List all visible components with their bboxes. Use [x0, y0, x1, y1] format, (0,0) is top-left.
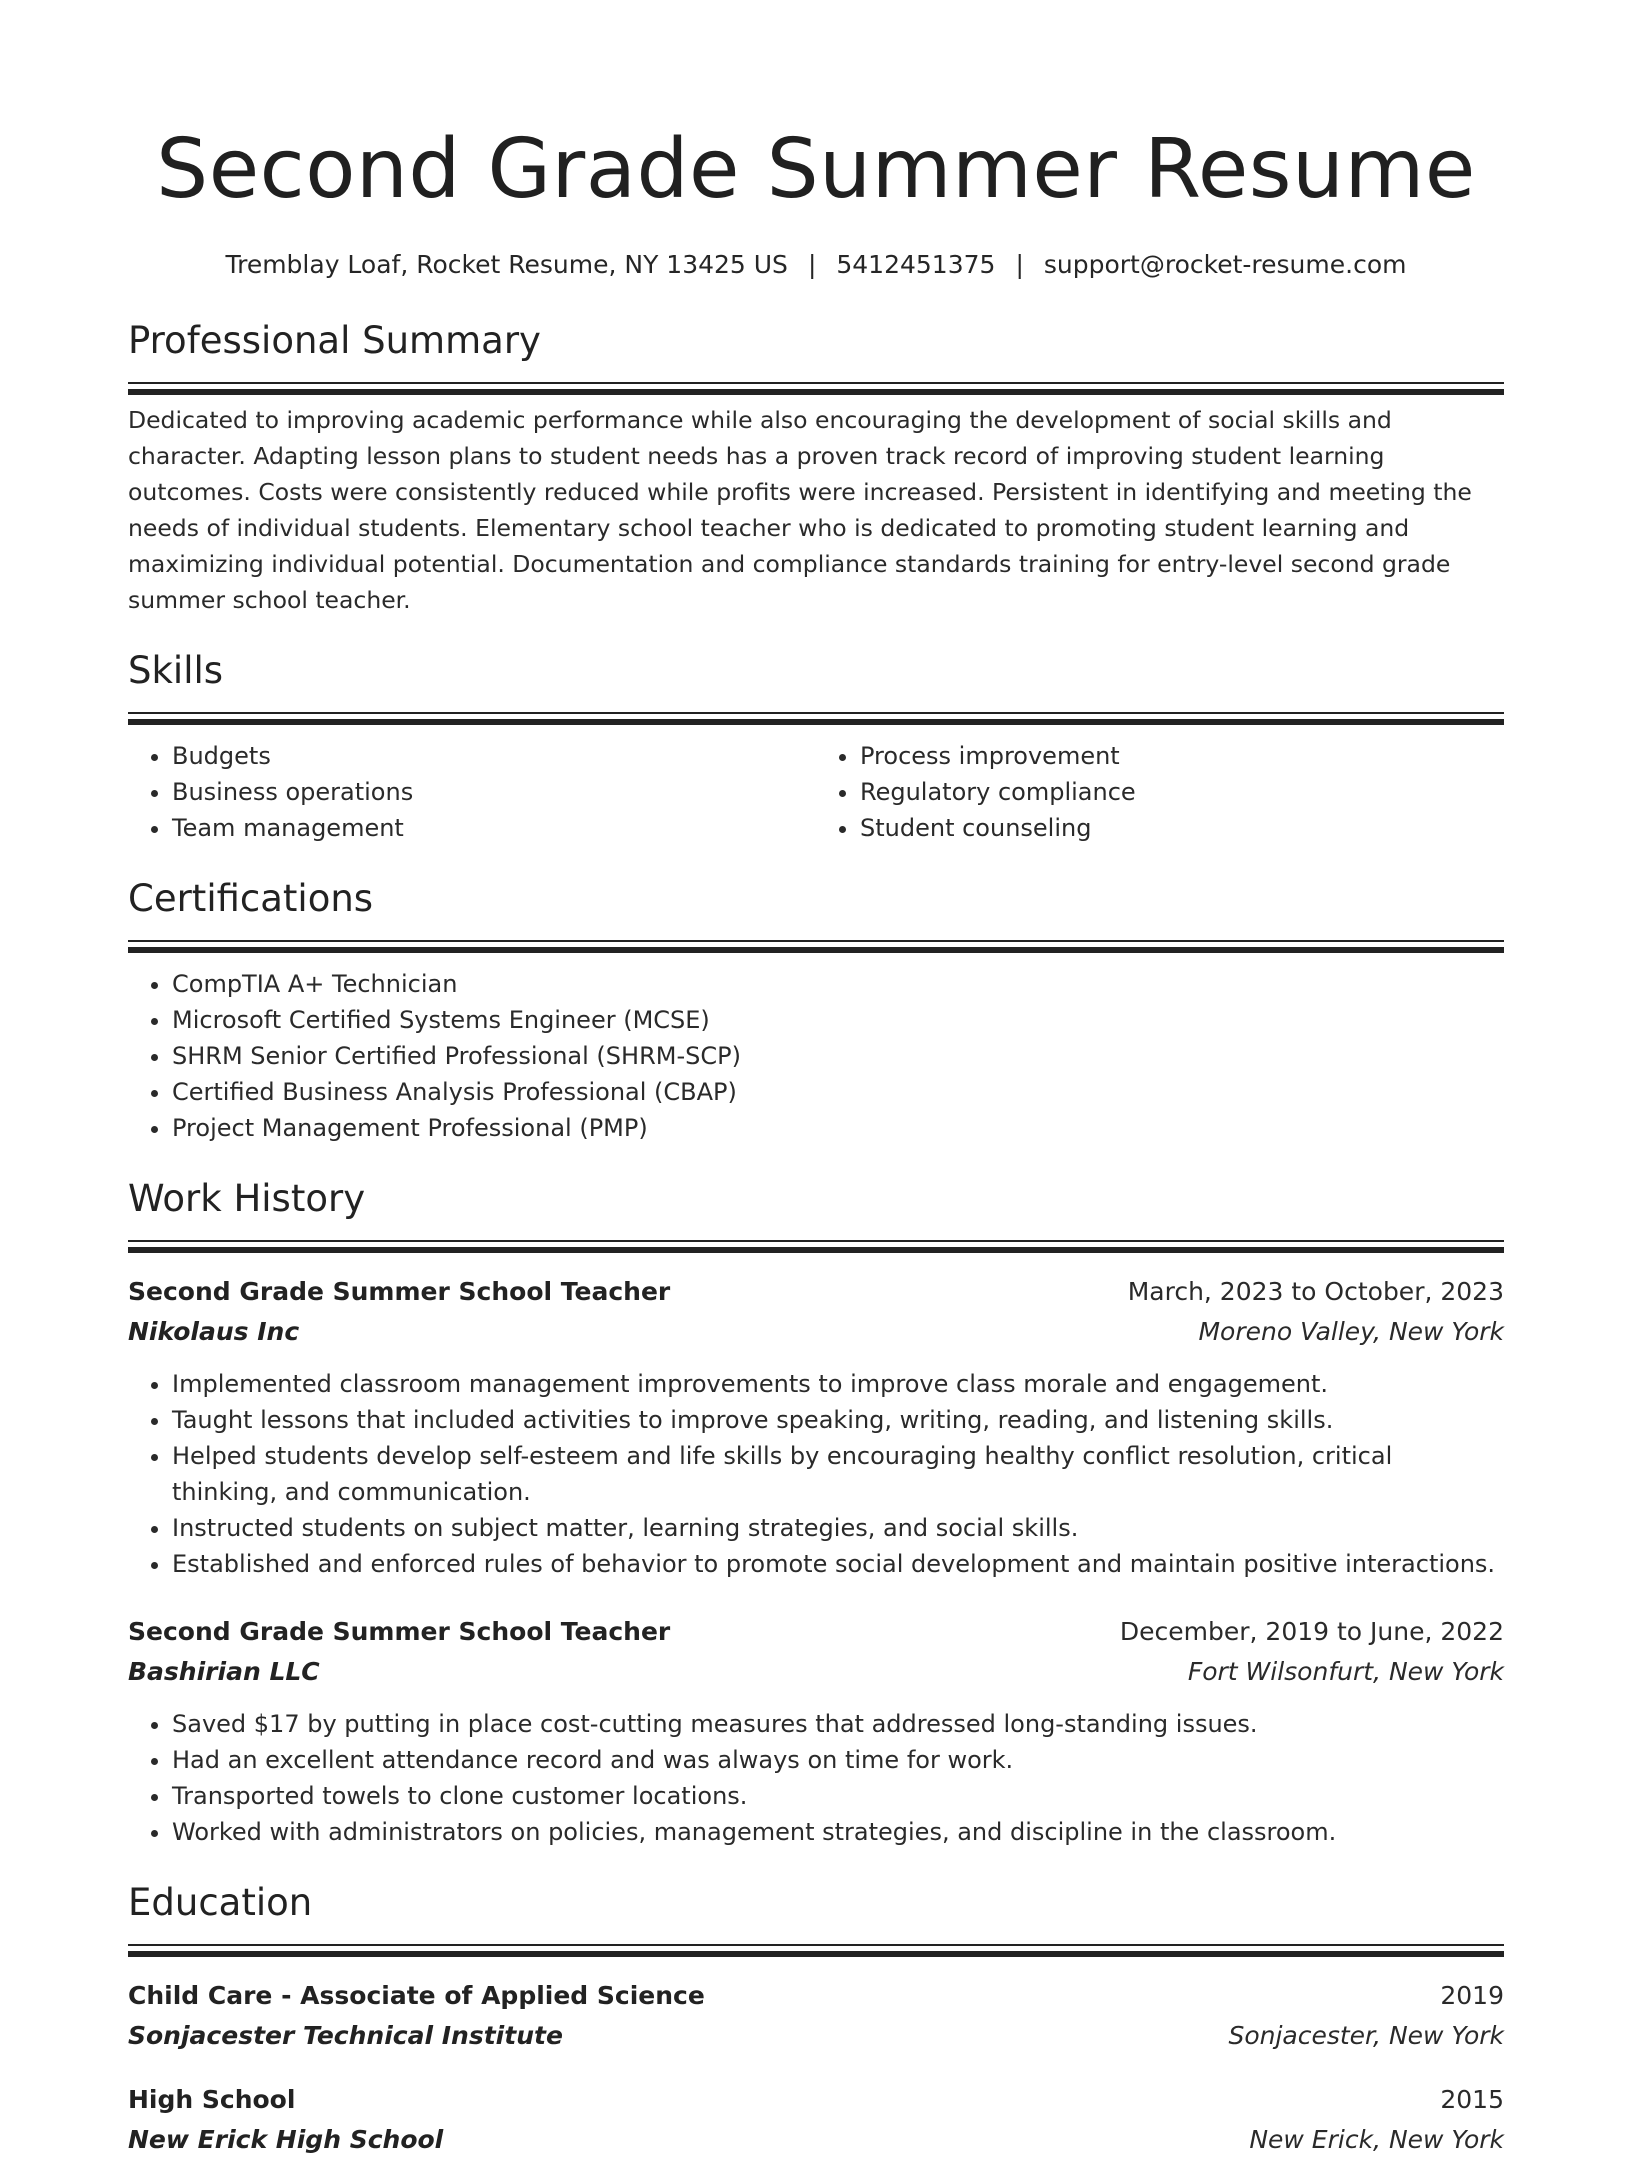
contact-address: Tremblay Loaf, Rocket Resume, NY 13425 US	[225, 250, 788, 279]
job-location: Fort Wilsonfurt, New York	[1187, 1657, 1504, 1686]
skill-item: • Regulatory compliance	[860, 774, 1504, 810]
section-heading-education: Education	[128, 1881, 313, 1924]
contact-line	[128, 248, 1504, 282]
education-degree: Child Care - Associate of Applied Science	[128, 1981, 705, 2010]
education-year: 2019	[1440, 1981, 1504, 2010]
job-bullet: • Transported towels to clone customer locations.	[172, 1778, 1504, 1814]
job-entry	[128, 1612, 1504, 1850]
job-bullet: • Worked with administrators on policies, management strategies, and discipline in the classroom.	[172, 1814, 1504, 1850]
job-company: Bashirian LLC	[128, 1657, 320, 1686]
summary-text: Dedicated to improving academic performance while also encouraging the development of social skills and character. Adapting lesson plans to student needs has a proven track record of improving student learning outcomes. Costs were consistently reduced while profits were increased. Persistent in identifying and meeting the needs of individual students. Elementary school teacher who is dedicated to promoting student learning and maximizing individual potential. Documentation and compliance standards training for entry-level second grade summer school teacher.	[128, 406, 1472, 614]
section-heading-skills: Skills	[128, 649, 224, 692]
skill-item: • Budgets	[172, 738, 816, 774]
section-divider	[128, 1944, 1504, 1946]
job-title: Second Grade Summer School Teacher	[128, 1617, 671, 1646]
certification-item: • Certified Business Analysis Professional (CBAP)	[172, 1074, 1504, 1110]
education-year: 2015	[1440, 2085, 1504, 2114]
skill-item: • Business operations	[172, 774, 816, 810]
work-history-section	[128, 1174, 1504, 1850]
summary-section	[128, 316, 1504, 618]
certifications-section	[128, 874, 1504, 1146]
certification-item: • Microsoft Certified Systems Engineer (MCSE)	[172, 1002, 1504, 1038]
education-location: Sonjacester, New York	[1228, 2021, 1504, 2050]
contact-phone: 5412451375	[836, 250, 996, 279]
skills-section	[128, 646, 1504, 846]
job-bullet: • Saved $17 by putting in place cost-cutting measures that addressed long-standing issues.	[172, 1706, 1504, 1742]
job-entry	[128, 1272, 1504, 1582]
education-entry	[128, 2080, 1504, 2160]
job-bullet: • Had an excellent attendance record and was always on time for work.	[172, 1742, 1504, 1778]
education-school: Sonjacester Technical Institute	[128, 2021, 563, 2050]
resume-title: Second Grade Summer Resume	[156, 122, 1476, 217]
section-divider	[128, 382, 1504, 384]
certification-item: • Project Management Professional (PMP)	[172, 1110, 1504, 1146]
skills-column-right	[816, 738, 1504, 846]
job-bullet: • Established and enforced rules of behavior to promote social development and maintain positive interactions.	[172, 1546, 1504, 1582]
section-heading-summary: Professional Summary	[128, 319, 541, 362]
job-bullet: • Implemented classroom management improvements to improve class morale and engagement.	[172, 1366, 1504, 1402]
section-divider	[128, 712, 1504, 714]
skills-column-left	[128, 738, 816, 846]
section-heading-certifications: Certifications	[128, 877, 374, 920]
job-location: Moreno Valley, New York	[1198, 1317, 1504, 1346]
job-bullet: • Taught lessons that included activities to improve speaking, writing, reading, and listening skills.	[172, 1402, 1504, 1438]
job-company: Nikolaus Inc	[128, 1317, 300, 1346]
job-bullet: • Instructed students on subject matter, learning strategies, and social skills.	[172, 1510, 1504, 1546]
certification-item: • CompTIA A+ Technician	[172, 966, 1504, 1002]
skill-item: • Team management	[172, 810, 816, 846]
education-school: New Erick High School	[128, 2125, 444, 2154]
section-divider	[128, 940, 1504, 942]
education-degree: High School	[128, 2085, 296, 2114]
contact-email: support@rocket-resume.com	[1043, 250, 1407, 279]
job-title: Second Grade Summer School Teacher	[128, 1277, 671, 1306]
job-bullet: • Helped students develop self-esteem and life skills by encouraging healthy conflict resolution, critical thinking, and communication.	[172, 1438, 1504, 1510]
certification-item: • SHRM Senior Certified Professional (SHRM-SCP)	[172, 1038, 1504, 1074]
skill-item: • Student counseling	[860, 810, 1504, 846]
skill-item: • Process improvement	[860, 738, 1504, 774]
job-dates: December, 2019 to June, 2022	[1119, 1617, 1504, 1646]
contact-separator: |	[1015, 250, 1024, 279]
section-divider	[128, 1240, 1504, 1242]
skills-grid	[128, 738, 1504, 846]
contact-separator: |	[807, 250, 817, 279]
job-dates: March, 2023 to October, 2023	[1127, 1277, 1504, 1306]
education-entry	[128, 1976, 1504, 2056]
education-location: New Erick, New York	[1249, 2125, 1504, 2154]
education-section	[128, 1878, 1504, 2160]
section-heading-work-history: Work History	[128, 1177, 366, 1220]
